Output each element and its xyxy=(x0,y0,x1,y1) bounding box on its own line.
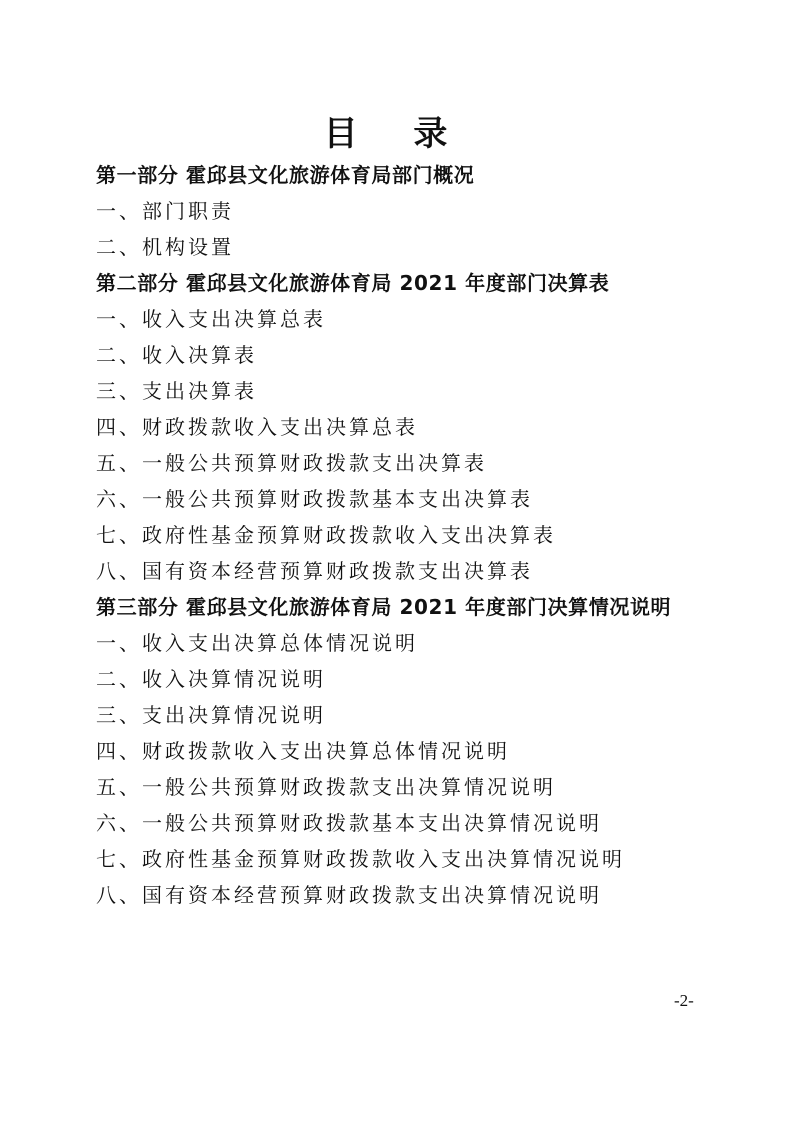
toc-item: 八、国有资本经营预算财政拨款支出决算表 xyxy=(96,559,533,583)
page-number: -2- xyxy=(674,991,694,1010)
toc-item: 六、一般公共预算财政拨款基本支出决算情况说明 xyxy=(96,811,602,835)
toc-item: 三、支出决算表 xyxy=(96,379,257,403)
toc-item: 四、财政拨款收入支出决算总表 xyxy=(96,415,418,439)
toc-item: 一、部门职责 xyxy=(96,199,234,223)
toc-item: 五、一般公共预算财政拨款支出决算情况说明 xyxy=(96,775,556,799)
toc-item: 七、政府性基金预算财政拨款收入支出决算表 xyxy=(96,523,556,547)
toc-item: 二、机构设置 xyxy=(96,235,234,259)
part-1-heading: 第一部分 霍邱县文化旅游体育局部门概况 xyxy=(96,163,475,187)
toc-item: 二、收入决算情况说明 xyxy=(96,667,326,691)
toc-item: 七、政府性基金预算财政拨款收入支出决算情况说明 xyxy=(96,847,625,871)
toc-item: 八、国有资本经营预算财政拨款支出决算情况说明 xyxy=(96,883,602,907)
toc-item: 三、支出决算情况说明 xyxy=(96,703,326,727)
toc-item: 一、收入支出决算总表 xyxy=(96,307,326,331)
toc-item: 四、财政拨款收入支出决算总体情况说明 xyxy=(96,739,510,763)
part-2-heading: 第二部分 霍邱县文化旅游体育局 2021 年度部门决算表 xyxy=(96,271,610,295)
toc-item: 二、收入决算表 xyxy=(96,343,257,367)
page-title: 目 录 xyxy=(323,114,470,154)
toc-item: 一、收入支出决算总体情况说明 xyxy=(96,631,418,655)
part-3-heading: 第三部分 霍邱县文化旅游体育局 2021 年度部门决算情况说明 xyxy=(96,595,672,619)
toc-item: 六、一般公共预算财政拨款基本支出决算表 xyxy=(96,487,533,511)
table-of-contents xyxy=(96,157,696,913)
toc-item: 五、一般公共预算财政拨款支出决算表 xyxy=(96,451,487,475)
